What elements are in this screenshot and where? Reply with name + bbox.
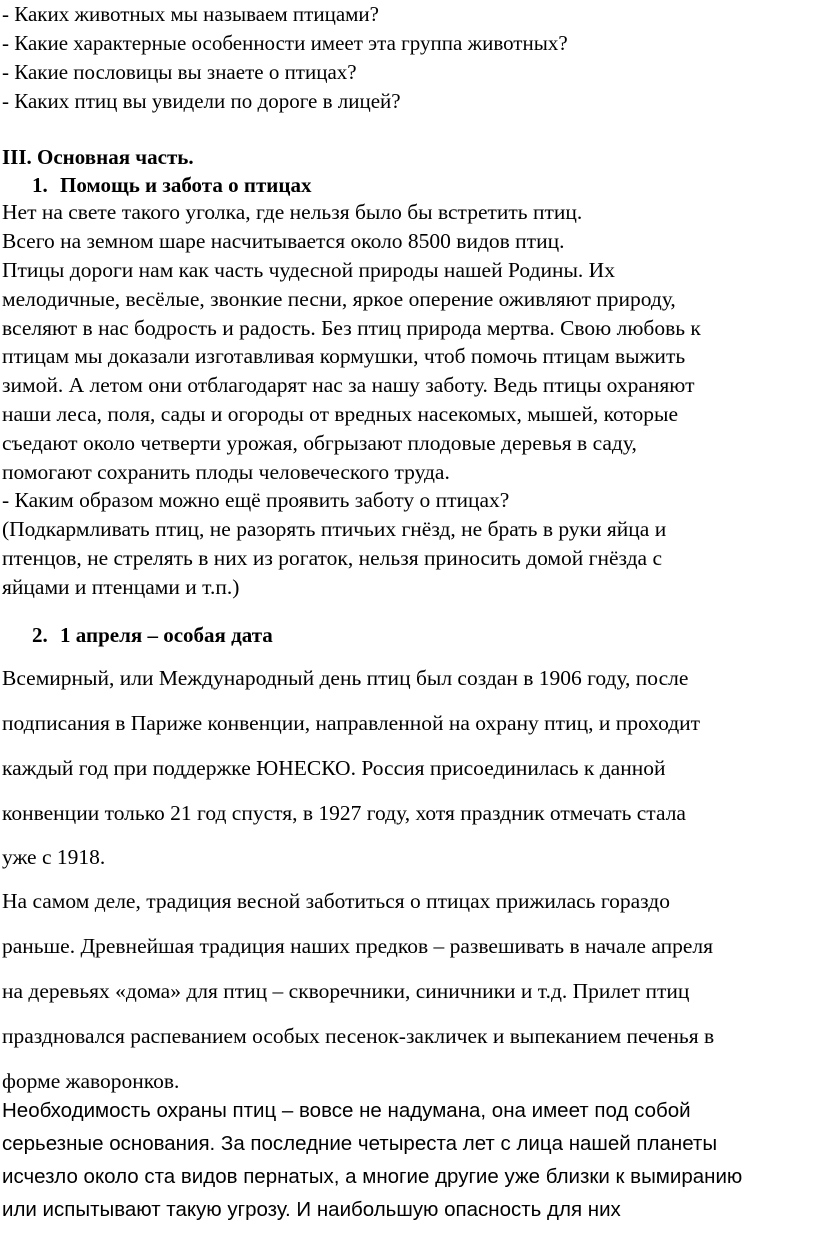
text-line: съедают около четверти урожая, обгрызают плодовые деревья в саду,: [2, 431, 637, 455]
text-line: мелодичные, весёлые, звонкие песни, яркое оперение оживляют природу,: [2, 287, 676, 311]
text-line: каждый год при поддержке ЮНЕСКО. Россия присоединилась к данной: [2, 756, 666, 780]
text-line: Необходимость охраны птиц – вовсе не надумана, она имеет под собой: [2, 1099, 691, 1122]
intro-question: - Какие характерные особенности имеет эта группа животных?: [2, 31, 568, 55]
text-line: праздновался распеванием особых песенок-закличек и выпеканием печенья в: [2, 1024, 715, 1048]
text-line: Всемирный, или Международный день птиц был создан в 1906 году, после: [2, 666, 689, 690]
intro-question: - Каких птиц вы увидели по дороге в лицей?: [2, 89, 401, 113]
text-line: раньше. Древнейшая традиция наших предков – развешивать в начале апреля: [2, 934, 714, 958]
section-heading: III. Основная часть.: [2, 145, 194, 169]
text-line: серьезные основания. За последние четыреста лет с лица нашей планеты: [2, 1132, 718, 1155]
text-line: вселяют в нас бодрость и радость. Без птиц природа мертва. Свою любовь к: [2, 316, 701, 340]
text-line: на деревьях «дома» для птиц – скворечники, синичники и т.д. Прилет птиц: [2, 979, 690, 1003]
text-line: яйцами и птенцами и т.п.): [2, 575, 240, 599]
text-line: или испытывают такую угрозу. И наибольшую опасность для них: [2, 1198, 621, 1221]
intro-question: - Какие пословицы вы знаете о птицах?: [2, 60, 357, 84]
text-line: птенцов, не стрелять в них из рогаток, нельзя приносить домой гнёзда с: [2, 546, 663, 570]
text-line: уже с 1918.: [2, 845, 106, 869]
text-line: птицам мы доказали изготавливая кормушки, чтоб помочь птицам выжить: [2, 344, 686, 368]
text-line: конвенции только 21 год спустя, в 1927 году, хотя праздник отмечать стала: [2, 801, 686, 825]
subsection-number: 2.: [32, 623, 48, 647]
subsection-title: 1 апреля – особая дата: [60, 623, 273, 647]
text-line: Нет на свете такого уголка, где нельзя было бы встретить птиц.: [2, 200, 583, 224]
text-line: На самом деле, традиция весной заботиться о птицах прижилась гораздо: [2, 889, 670, 913]
intro-question: - Каких животных мы называем птицами?: [2, 2, 379, 26]
subsection-title: Помощь и забота о птицах: [60, 173, 312, 197]
text-line: форме жаворонков.: [2, 1069, 180, 1093]
text-line: Птицы дороги нам как часть чудесной природы нашей Родины. Их: [2, 258, 615, 282]
text-line: Всего на земном шаре насчитывается около 8500 видов птиц.: [2, 229, 565, 253]
text-line: - Каким образом можно ещё проявить заботу о птицах?: [2, 488, 510, 512]
subsection-heading-2: [32, 623, 273, 648]
subsection-number: 1.: [32, 173, 48, 197]
text-line: помогают сохранить плоды человеческого труда.: [2, 460, 450, 484]
text-line: подписания в Париже конвенции, направленной на охрану птиц, и проходит: [2, 711, 701, 735]
text-line: наши леса, поля, сады и огороды от вредных насекомых, мышей, которые: [2, 402, 679, 426]
text-line: зимой. А летом они отблагодарят нас за нашу заботу. Ведь птицы охраняют: [2, 373, 695, 397]
text-line: исчезло около ста видов пернатых, а многие другие уже близки к вымиранию: [2, 1165, 743, 1188]
subsection-heading-1: [32, 173, 311, 198]
text-line: (Подкармливать птиц, не разорять птичьих гнёзд, не брать в руки яйца и: [2, 517, 667, 541]
